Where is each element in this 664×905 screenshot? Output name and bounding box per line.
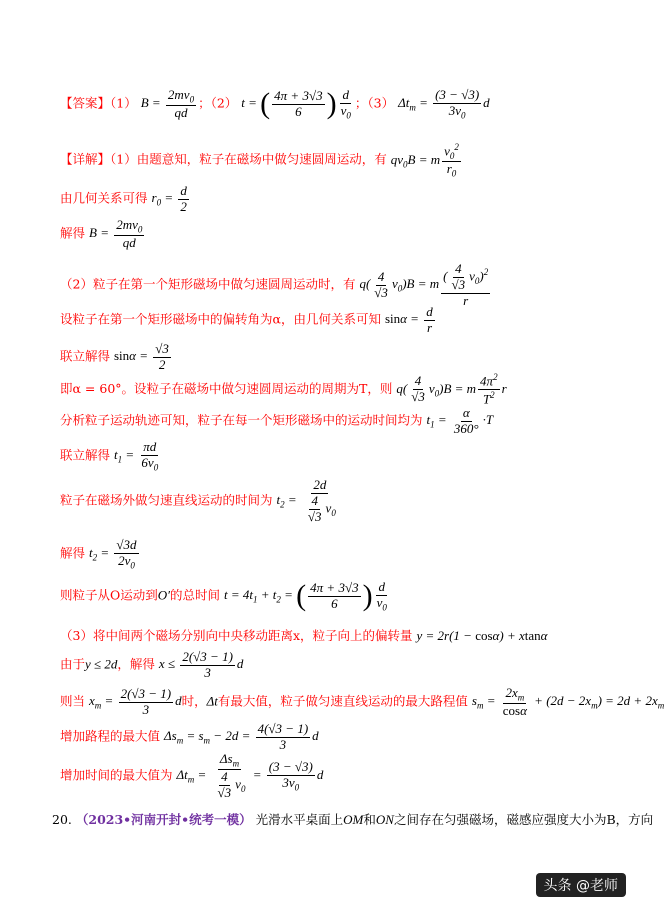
answer-label: 【答案】	[60, 95, 111, 111]
detail-line-12: 则粒子从O运动到O′的总时间 $t = 4t_1 + t_2$ = ( $\frac{4\pi + 3√3}{6}$ ) $\frac{d}{v_0}$	[60, 580, 391, 613]
detail-line-17: 增加时间的最大值为 $\Delta t_m$ = $\Delta s_m$ $\frac{4}{√3}$ $v_0$ = $\frac{(3 - √3)}{3v_0}$ d	[60, 751, 324, 800]
formula-t2b: $t_2$ = $\frac{√3d}{2v_0}$	[89, 537, 137, 571]
detail-line-5: 设粒子在第一个矩形磁场中的偏转角为α，由几何关系可知 sinα = $\frac{d}{r}$	[60, 305, 437, 336]
formula-x: x ≤ $\frac{2(√3 - 1)}{3}$ d	[158, 649, 244, 680]
formula-T: q( $\frac{4}{√3}$ $v_0)B = m$ $\frac{4\pi^2}{T^2}$ r	[396, 372, 507, 407]
formula-sm: $s_m$ = $\frac{2x_m}{\cos\alpha}$ + $(2d - 2x_m) = 2d + 2x_m$	[471, 685, 664, 718]
detail-line-8: 分析粒子运动轨迹可知，粒子在每一个矩形磁场中的运动时间均为 $t_1$ = $\frac{\alpha}{360^\circ}$ ·T	[60, 405, 494, 436]
formula-sin: sinα = $\frac{d}{r}$	[384, 304, 433, 335]
question-number: 20.	[52, 812, 72, 827]
detail-line-14: 由于y ≤ 2d，解得 x ≤ $\frac{2(√3 - 1)}{3}$ d	[60, 649, 244, 680]
detail-line-15: 则当 $x_m$ = $\frac{2(√3 - 1)}{3}$ d时，Δt有最大值，粒子做匀速直线运动的最大路程值 $s_m$ = $\frac{2x_m}{\cos\alpha}$ + $(2d - 2x_m) = 2d + 2x_m$	[60, 685, 664, 718]
watermark: 头条 @老师	[536, 873, 626, 897]
question-20: 20. （2023•河南开封•统考一模） 光滑水平桌面上OM和ON之间存在匀强磁场，磁感应强度大小为B，方向	[52, 812, 654, 827]
formula-dsm: $\Delta s_m = s_m - 2d$ = $\frac{4(√3 - 1)}{3}$ d	[164, 721, 319, 752]
formula-dtm: $\Delta t_m$ = $\frac{(3 - √3)}{3v_0}$ d	[398, 87, 490, 121]
formula-y: y = 2r(1 − cosα) + xtanα	[416, 628, 548, 643]
formula-B2: B = $\frac{2mv_0}{qd}$	[89, 217, 143, 250]
detail-line-11: 解得 $t_2$ = $\frac{√3d}{2v_0}$	[60, 538, 141, 571]
detail-line-1: 【详解】（1）由题意知，粒子在磁场中做匀速圆周运动，有 $qv_0B = m$ $\frac{v_0^2}{r_0}$	[60, 142, 463, 179]
detail-label: 【详解】	[60, 151, 111, 167]
formula-t1: $t_1$ = $\frac{\alpha}{360^\circ}$ ·T	[426, 405, 494, 436]
detail-line-10: 粒子在磁场外做匀速直线运动的时间为 $t_2$ = 2d $\frac{4}{√3}$ $v_0$	[60, 478, 340, 525]
detail-line-16: 增加路程的最大值 $\Delta s_m = s_m - 2d$ = $\frac{4(√3 - 1)}{3}$ d	[60, 721, 319, 752]
question-source: （2023•河南开封•统考一模）	[75, 812, 252, 827]
formula-lorentz: $qv_0B = m$ $\frac{v_0^2}{r_0}$	[390, 142, 459, 179]
detail-line-6: 联立解得 sinα = $\frac{√3}{2}$	[60, 342, 173, 373]
formula-t2: $t_2$ = 2d $\frac{4}{√3}$ $v_0$	[276, 477, 336, 524]
formula-q4v: q( $\frac{4}{√3}$ $v_0)B = m$ ( $\frac{4}{√3}$ $v_0)^2$ r	[359, 261, 489, 308]
detail-line-9: 联立解得 $t_1$ = $\frac{\pi d}{6v_0}$	[60, 440, 162, 473]
formula-total-t: $t = 4t_1 + t_2$ = ( $\frac{4\pi + 3√3}{6}$ ) $\frac{d}{v_0}$	[223, 579, 387, 613]
formula-B: B = $\frac{2mv_0}{qd}$	[140, 87, 195, 120]
formula-t: t = ( $\frac{4\pi + 3√3}{6}$ ) $\frac{d}{v_0}$	[241, 87, 351, 121]
detail-line-7: 即α = 60°。设粒子在磁场中做匀速圆周运动的周期为T，则 q( $\frac{4}{√3}$ $v_0)B = m$ $\frac{4\pi^2}{T^2}$ r	[60, 372, 507, 407]
formula-dtm2: $\Delta t_m$ = $\Delta s_m$ $\frac{4}{√3}$ $v_0$ = $\frac{(3 - √3)}{3v_0}$ d	[176, 751, 324, 800]
formula-r0: $r_0$ = $\frac{d}{2}$	[151, 183, 187, 214]
detail-line-2: 由几何关系可得 $r_0$ = $\frac{d}{2}$	[60, 184, 191, 215]
formula-xm: $x_m$ = $\frac{2(√3 - 1)}{3}$ d	[89, 686, 182, 717]
formula-sin2: sinα = $\frac{√3}{2}$	[114, 341, 169, 372]
detail-line-13: （3）将中间两个磁场分别向中央移动距离x，粒子向上的偏转量 y = 2r(1 − cosα) + xtanα	[60, 628, 548, 643]
detail-line-3: 解得 B = $\frac{2mv_0}{qd}$	[60, 218, 146, 251]
formula-t1b: $t_1$ = $\frac{\pi d}{6v_0}$	[114, 439, 159, 473]
detail-line-4: （2）粒子在第一个矩形磁场中做匀速圆周运动时，有 q( $\frac{4}{√3}$ $v_0)B = m$ ( $\frac{4}{√3}$ $v_0)^2$ r	[60, 262, 492, 309]
answer-line: 【答案】（1） B = $\frac{2mv_0}{qd}$ ；（2） t = ( $\frac{4\pi + 3√3}{6}$ ) $\frac{d}{v_0}$ ；（3） $\Delta t_m$ = $\frac{(3 - √3)}{3v_0}$ d	[60, 87, 490, 121]
